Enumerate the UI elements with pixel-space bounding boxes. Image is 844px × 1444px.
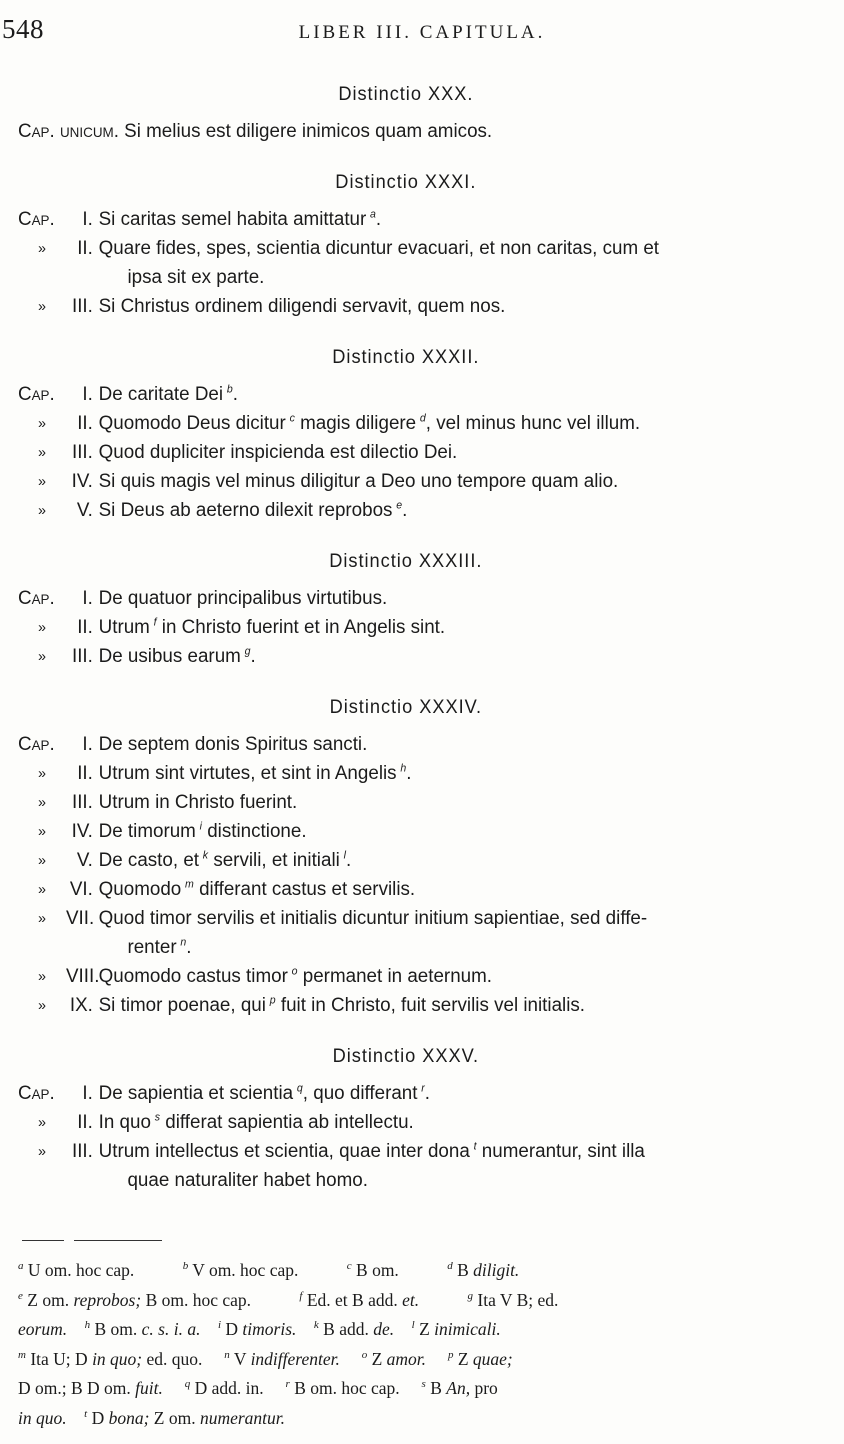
- chapter-continuation: [99, 263, 794, 292]
- chapter-number: III.: [71, 441, 93, 463]
- chapter-text-part: servili, et initiali: [213, 849, 340, 871]
- footnote-q: $^q$ D add. in.: [184, 1378, 264, 1398]
- chapter-entry: [18, 496, 794, 525]
- running-title: LIBER III. CAPITULA.: [298, 22, 546, 43]
- chapter-number: II.: [77, 1111, 93, 1133]
- chapter-number: VI.: [69, 878, 93, 900]
- chapter-continuation: [99, 933, 794, 962]
- chapter-text-part: renter: [127, 936, 177, 958]
- footnote-b: $^b$ V om. hoc cap.: [182, 1260, 299, 1280]
- chapter-text-part: Quare fides, spes, scientia dicuntur evacuari, et non caritas, cum et: [98, 237, 660, 259]
- footnote-n: $^n$ V indifferenter.: [224, 1348, 340, 1369]
- distinctio-title: Distinctio XXX.: [338, 84, 474, 105]
- footnote-f: $^f$ Ed. et B add. et.: [299, 1289, 420, 1310]
- chapter-lead: »: [37, 1143, 47, 1160]
- footnote-i: $^i$ D timoris.: [217, 1319, 297, 1339]
- footnote-marker: b: [226, 383, 233, 396]
- footnote-p-cont: D om.; B D om. fuit.: [18, 1378, 163, 1398]
- footnote-marker: h: [400, 762, 407, 775]
- chapter-number: I.: [82, 383, 93, 405]
- chapter-text: [99, 438, 794, 467]
- chapter-lead: »: [37, 997, 47, 1014]
- chapter-text-part: differant castus et servilis.: [199, 878, 416, 900]
- chapter-text-part: Si Deus ab aeterno dilexit reprobos: [98, 499, 393, 521]
- chapter-entry: [18, 759, 794, 788]
- chapter-text-part: Utrum sint virtutes, et sint in Angelis: [98, 762, 397, 784]
- chapter-entry: [18, 584, 794, 613]
- chapter-text-part: Si timor poenae, qui: [98, 994, 266, 1016]
- chapter-text-part: Utrum: [98, 616, 150, 638]
- chapter-text-part: .: [424, 1082, 431, 1104]
- chapter-number: III.: [71, 1140, 93, 1162]
- footnote-s-cont: in quo.: [18, 1407, 67, 1428]
- chapter-number: IV.: [71, 820, 93, 842]
- chapter-text-end: .: [186, 936, 192, 958]
- footnote-marker: i: [199, 820, 202, 833]
- chapter-lead: »: [37, 794, 47, 811]
- chapter-entry: [18, 991, 794, 1020]
- chapter-entry: [18, 1137, 794, 1195]
- chapter-text-part: In quo: [98, 1111, 151, 1133]
- chapter-text-part: ipsa sit ex parte.: [127, 266, 265, 288]
- chapter-number: V.: [76, 499, 93, 521]
- chapter-entry: [18, 904, 794, 962]
- chapter-text: [99, 904, 794, 962]
- chapter-lead: »: [37, 1114, 47, 1131]
- chapter-number: III.: [71, 295, 93, 317]
- chapter-lead: Cap.: [18, 1082, 55, 1104]
- chapter-text: [99, 846, 794, 875]
- footnote-l: $^l$ Z inimicali.: [411, 1319, 501, 1339]
- chapter-text-part: numerantur, sint illa: [481, 1140, 645, 1162]
- chapter-text: [99, 205, 794, 234]
- chapter-number: VIII.: [66, 965, 100, 987]
- chapter-text-end: .: [406, 762, 412, 784]
- chapter-text: [99, 991, 794, 1020]
- footnote-marker: l: [343, 849, 346, 862]
- chapter-text-part: distinctione.: [207, 820, 307, 842]
- distinctio-title: Distinctio XXXV.: [332, 1046, 480, 1067]
- chapter-text-part: De septem donis Spiritus sancti.: [98, 733, 368, 755]
- footnote-h: $^h$ B om. c. s. i. a.: [84, 1319, 201, 1339]
- chapter-text: [99, 467, 794, 496]
- chapter-number: VII.: [66, 907, 95, 929]
- footnote-g-cont: eorum.: [18, 1319, 68, 1339]
- distinctio-section: [18, 80, 794, 146]
- chapter-entry: [18, 409, 794, 438]
- chapter-lead: »: [37, 619, 47, 636]
- distinctio-section: [18, 547, 794, 671]
- chapter-text-part: magis diligere: [300, 412, 417, 434]
- footnote-o: $^o$ Z amor.: [361, 1348, 427, 1369]
- footnotes: [18, 1256, 830, 1433]
- footnote-marker: n: [180, 936, 187, 949]
- chapter-text-part: in Christo fuerint et in Angelis sint.: [161, 616, 446, 638]
- chapter-text: [99, 584, 794, 613]
- chapter-text-part: Quod dupliciter inspicienda est dilectio Dei.: [98, 441, 458, 463]
- footnote-d: $^d$ B diligit.: [447, 1260, 520, 1280]
- chapter-text-end: .: [375, 208, 382, 230]
- footnote-marker: k: [202, 849, 209, 862]
- chapter-text-part: De sapientia et scientia: [98, 1082, 294, 1104]
- chapter-text-part: , quo differant: [302, 1082, 418, 1104]
- chapter-text: [99, 875, 794, 904]
- footnote-marker: o: [291, 965, 298, 978]
- chapter-number: II.: [77, 412, 93, 434]
- chapter-text-part: De timorum: [98, 820, 196, 842]
- chapter-lead: Cap. unicum.: [18, 120, 119, 142]
- footnote-g: $^g$ Ita V B; ed.: [467, 1289, 559, 1310]
- chapter-text-part: Si caritas semel habita amittatur: [98, 208, 367, 230]
- chapter-text: [99, 788, 794, 817]
- footnote-marker: r: [421, 1082, 425, 1095]
- chapter-number: I.: [82, 733, 93, 755]
- chapter-text-part: Utrum intellectus et scientia, quae inter dona: [98, 1140, 470, 1162]
- footnote-rule: [22, 1240, 64, 1241]
- footnote-e: $^e$ Z om. reprobos; B om. hoc cap.: [18, 1289, 252, 1310]
- chapter-number: I.: [82, 587, 93, 609]
- footnote-r: $^r$ B om. hoc cap.: [285, 1378, 400, 1398]
- chapter-text-part: Quomodo: [98, 878, 182, 900]
- chapter-number: III.: [71, 645, 93, 667]
- chapter-text-part: fuit in Christo, fuit servilis vel initialis.: [280, 994, 586, 1016]
- chapter-lead: »: [37, 298, 47, 315]
- footnote-marker: f: [153, 616, 157, 629]
- chapter-number: IX.: [69, 994, 93, 1016]
- chapter-number: II.: [77, 237, 93, 259]
- chapter-lead: Cap.: [18, 383, 55, 405]
- chapter-text-part: De casto, et: [98, 849, 200, 871]
- chapter-entry: [18, 117, 794, 146]
- chapter-text-part: Quomodo Deus dicitur: [98, 412, 286, 434]
- chapter-text-part: Si quis magis vel minus diligitur a Deo uno tempore quam alio.: [98, 470, 619, 492]
- chapter-lead: »: [37, 823, 47, 840]
- footnote-marker: a: [370, 208, 376, 221]
- chapter-lead: »: [37, 648, 47, 665]
- footnote-marker: e: [396, 499, 403, 512]
- chapter-lead: »: [37, 765, 47, 782]
- chapter-text: [99, 234, 794, 292]
- chapter-text-end: .: [402, 499, 408, 521]
- footnote-marker: c: [289, 412, 295, 425]
- chapter-entry: [18, 467, 794, 496]
- chapter-text-part: De quatuor principalibus virtutibus.: [98, 587, 388, 609]
- footnote-m: $^m$ Ita U; D in quo; ed. quo.: [18, 1348, 203, 1369]
- chapter-text-part: quae naturaliter habet homo.: [127, 1169, 368, 1191]
- chapter-entry: [18, 292, 794, 321]
- chapter-text-part: , vel minus hunc vel illum.: [425, 412, 641, 434]
- chapter-lead: »: [37, 881, 47, 898]
- chapter-lead: »: [37, 852, 47, 869]
- chapter-number: II.: [77, 762, 93, 784]
- chapter-entry: [18, 846, 794, 875]
- chapter-number: V.: [76, 849, 93, 871]
- distinctio-section: [18, 343, 794, 525]
- chapter-text: [99, 1108, 794, 1137]
- chapter-lead: Cap.: [18, 733, 55, 755]
- chapter-entry: [18, 962, 794, 991]
- chapter-text: [99, 1137, 794, 1195]
- distinctio-section: [18, 1042, 794, 1195]
- chapter-lead: Cap.: [18, 587, 55, 609]
- chapter-entry: [18, 380, 794, 409]
- chapter-entry: [18, 613, 794, 642]
- chapter-text: [99, 613, 794, 642]
- chapter-number: I.: [82, 1082, 93, 1104]
- chapter-entry: [18, 1108, 794, 1137]
- chapter-text: [99, 730, 794, 759]
- distinctio-title: Distinctio XXXII.: [332, 347, 480, 368]
- chapter-lead: Cap.: [18, 208, 55, 230]
- chapter-number: II.: [77, 616, 93, 638]
- chapter-text-part: De caritate Dei: [98, 383, 224, 405]
- footnote-marker: m: [185, 878, 194, 891]
- footnote-s: $^s$ B An, pro: [421, 1378, 498, 1398]
- chapter-lead: »: [37, 910, 47, 927]
- chapter-text: [99, 409, 794, 438]
- distinctio-title: Distinctio XXXIV.: [329, 697, 483, 718]
- chapter-lead: »: [37, 444, 47, 461]
- chapter-entry: [18, 234, 794, 292]
- chapter-entry: [18, 205, 794, 234]
- footnote-marker: t: [473, 1140, 477, 1153]
- footnote-marker: g: [244, 645, 251, 658]
- chapter-number: I.: [82, 208, 93, 230]
- chapter-text-part: differat sapientia ab intellectu.: [165, 1111, 414, 1133]
- footnote-rule-2: [74, 1240, 162, 1241]
- distinctio-title: Distinctio XXXIII.: [329, 551, 483, 572]
- chapter-entry: [18, 817, 794, 846]
- footnote-marker: q: [296, 1082, 303, 1095]
- chapter-lead: »: [37, 415, 47, 432]
- chapter-entry: [18, 788, 794, 817]
- chapter-text: [99, 496, 794, 525]
- chapter-list: [18, 80, 794, 1217]
- footnote-t: $^t$ D bona; Z om. numerantur.: [84, 1407, 286, 1428]
- chapter-text-part: Quod timor servilis et initialis dicuntur initium sapientiae, sed diffe-: [98, 907, 648, 929]
- chapter-text-part: Si Christus ordinem diligendi servavit, quem nos.: [98, 295, 506, 317]
- chapter-text-end: .: [250, 645, 256, 667]
- chapter-text-part: permanet in aeternum.: [302, 965, 493, 987]
- footnote-a: $^a$ U om. hoc cap.: [18, 1260, 135, 1280]
- page-number: 548: [2, 14, 44, 44]
- footnote-marker: d: [419, 412, 426, 425]
- chapter-text: [99, 962, 794, 991]
- chapter-entry: [18, 438, 794, 467]
- chapter-number: IV.: [71, 470, 93, 492]
- chapter-text: [99, 817, 794, 846]
- chapter-text: [99, 1079, 794, 1108]
- chapter-text-part: .: [345, 849, 352, 871]
- chapter-text: [99, 759, 794, 788]
- chapter-text: [99, 292, 794, 321]
- distinctio-section: [18, 168, 794, 321]
- footnote-p: $^p$ Z quae;: [447, 1348, 513, 1369]
- chapter-text-part: De usibus earum: [98, 645, 241, 667]
- footnote-marker: s: [154, 1111, 161, 1124]
- chapter-number: III.: [71, 791, 93, 813]
- chapter-text: [99, 380, 794, 409]
- chapter-text: [99, 642, 794, 671]
- chapter-text-part: Utrum in Christo fuerint.: [98, 791, 298, 813]
- chapter-text: Si melius est diligere inimicos quam amicos.: [124, 120, 493, 142]
- chapter-lead: »: [37, 240, 47, 257]
- chapter-lead: »: [37, 968, 47, 985]
- footnote-marker: p: [269, 994, 276, 1007]
- chapter-entry: [18, 730, 794, 759]
- chapter-entry: [18, 875, 794, 904]
- distinctio-title: Distinctio XXXI.: [335, 172, 477, 193]
- distinctio-section: [18, 693, 794, 1020]
- chapter-entry: [18, 1079, 794, 1108]
- footnote-c: $^c$ B om.: [346, 1260, 399, 1280]
- chapter-text-part: Quomodo castus timor: [98, 965, 288, 987]
- footnote-k: $^k$ B add. de.: [313, 1319, 395, 1339]
- chapter-entry: [18, 642, 794, 671]
- chapter-continuation: [99, 1166, 794, 1195]
- chapter-lead: »: [37, 473, 47, 490]
- chapter-text-end: .: [232, 383, 238, 405]
- chapter-lead: »: [37, 502, 47, 519]
